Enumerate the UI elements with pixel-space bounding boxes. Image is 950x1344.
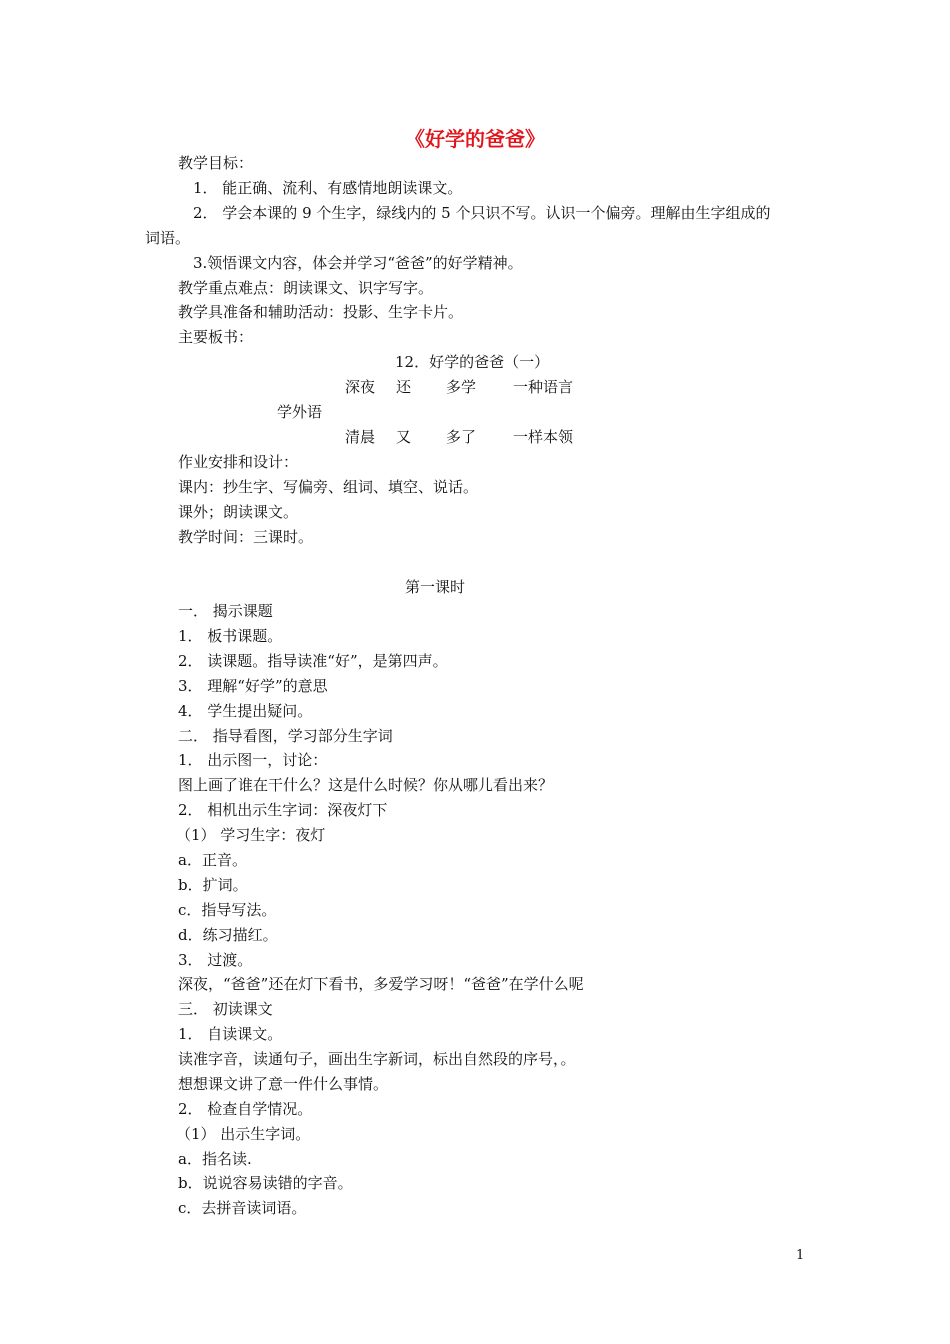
objective-1: 1． 能正确、流利、有感情地朗读课文。 — [193, 179, 463, 197]
lesson-line: a．指名读. — [178, 1150, 252, 1168]
lesson-line: （1） 出示生字词。 — [176, 1125, 311, 1143]
key-points: 教学重点难点：朗读课文、识字写字。 — [178, 279, 434, 297]
lesson-line: 3． 过渡。 — [178, 951, 253, 969]
lesson-line: b．扩词。 — [178, 876, 248, 894]
lesson-line: 2． 读课题。指导读准“好”，是第四声。 — [178, 652, 448, 670]
objectives-heading: 教学目标： — [178, 154, 254, 172]
lesson-line: a．正音。 — [178, 851, 247, 869]
lesson-line: 1． 出示图一，讨论： — [178, 751, 328, 769]
board-heading: 主要板书： — [178, 328, 254, 346]
objective-2-continued: 词语。 — [145, 229, 191, 247]
lesson-line: 4． 学生提出疑问。 — [178, 702, 313, 720]
lesson-line: 深夜，“爸爸”还在灯下看书，多爱学习呀！“爸爸”在学什么呢 — [178, 975, 584, 993]
board-cell: 多学 — [446, 378, 477, 396]
lesson-line: b．说说容易读错的字音。 — [178, 1174, 353, 1192]
lesson-heading: 第一课时 — [405, 578, 466, 596]
lesson-line: 图上画了谁在干什么？这是什么时候？你从哪儿看出来？ — [178, 776, 554, 794]
teaching-materials: 教学具准备和辅助活动：投影、生字卡片。 — [178, 303, 464, 321]
board-cell: 一样本领 — [513, 428, 574, 446]
board-cell: 清晨 — [345, 428, 376, 446]
lesson-line: 1． 自读课文。 — [178, 1025, 283, 1043]
board-cell: 深夜 — [345, 378, 376, 396]
homework-heading: 作业安排和设计： — [178, 453, 299, 471]
lesson-line: 2． 相机出示生字词：深夜灯下 — [178, 801, 388, 819]
lesson-line: 一． 揭示课题 — [178, 602, 273, 620]
board-cell: 多了 — [446, 428, 477, 446]
lesson-line: 1． 板书课题。 — [178, 627, 283, 645]
homework-in-class: 课内：抄生字、写偏旁、组词、填空、说话。 — [178, 478, 479, 496]
lesson-line: c．去拼音读词语。 — [178, 1199, 307, 1217]
lesson-line: 二． 指导看图，学习部分生字词 — [178, 727, 393, 745]
board-cell: 还 — [396, 378, 412, 396]
board-cell: 又 — [396, 428, 412, 446]
lesson-line: 3． 理解“好学”的意思 — [178, 677, 328, 695]
board-title: 12．好学的爸爸（一） — [395, 353, 550, 371]
board-left-word: 学外语 — [277, 403, 323, 421]
homework-after-class: 课外；朗读课文。 — [178, 503, 299, 521]
lesson-line: d．练习描红。 — [178, 926, 278, 944]
lesson-line: 2． 检查自学情况。 — [178, 1100, 313, 1118]
objective-3: 3.领悟课文内容，体会并学习“爸爸”的好学精神。 — [193, 254, 523, 272]
objective-2: 2． 学会本课的 9 个生字，绿线内的 5 个只识不写。认识一个偏旁。理解由生字组成的 — [193, 204, 771, 222]
teaching-time: 教学时间：三课时。 — [178, 528, 314, 546]
document-title: 《好学的爸爸》 — [405, 127, 545, 151]
page-number: 1 — [796, 1248, 805, 1263]
lesson-line: c．指导写法。 — [178, 901, 277, 919]
lesson-line: 读准字音，读通句子，画出生字新词，标出自然段的序号，。 — [178, 1050, 576, 1068]
lesson-line: 三． 初读课文 — [178, 1000, 273, 1018]
lesson-line: 想想课文讲了意一件什么事情。 — [178, 1075, 389, 1093]
board-cell: 一种语言 — [513, 378, 574, 396]
lesson-line: （1） 学习生字：夜灯 — [176, 826, 326, 844]
